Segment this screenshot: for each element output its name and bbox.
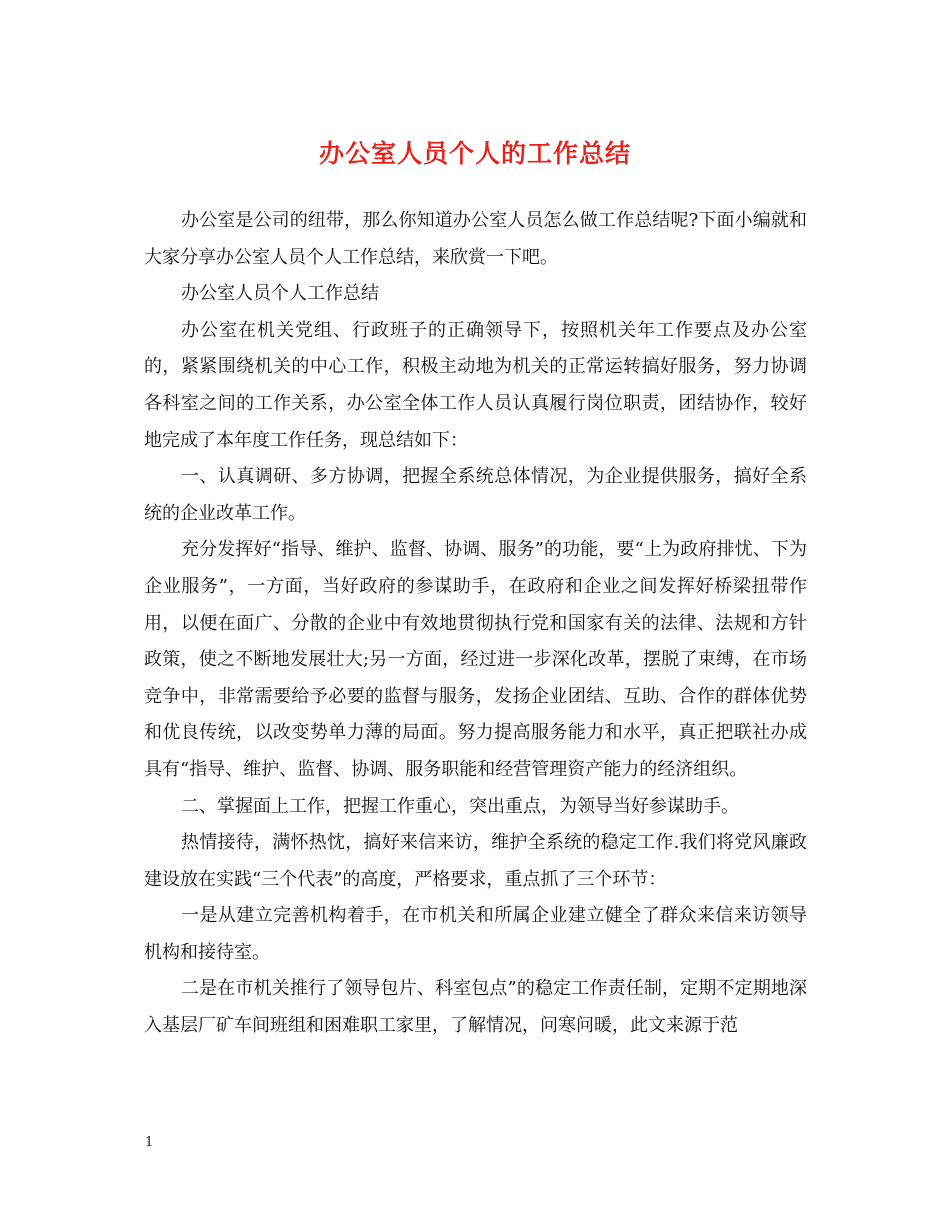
paragraph-intro: 办公室是公司的纽带，那么你知道办公室人员怎么做工作总结呢?下面小编就和大家分享办公室人员个人工作总结，来欣赏一下吧。: [144, 210, 807, 268]
paragraph-section-two-heading: 二、掌握面上工作，把握工作重心，突出重点，为领导当好参谋助手。: [181, 795, 739, 817]
paragraph-section-one-heading: 一、认真调研、多方协调，把握全系统总体情况，为企业提供服务，搞好全系统的企业改革工作。: [144, 466, 807, 524]
paragraph-section-one-body: 充分发挥好“指导、维护、监督、协调、服务”的功能，要“上为政府排忧、下为企业服务”，一方面，当好政府的参谋助手，在政府和企业之间发挥好桥梁扭带作用，以便在面广、分散的企业中有效地贯彻执行党和国家有关的法律、法规和方针政策，使之不断地发展壮大;另一方面，经过进一步深化改革，摆脱了束缚，在市场竞争中，非常需要给予必要的监督与服务，发扬企业团结、互助、合作的群体优势和优良传统，以改变势单力薄的局面。努力提高服务能力和水平，真正把联社办成具有“指导、维护、监督、协调、服务职能和经营管理资产能力的经济组织。: [144, 539, 807, 780]
paragraph-overview: 办公室在机关党组、行政班子的正确领导下，按照机关年工作要点及办公室的，紧紧围绕机关的中心工作，积极主动地为机关的正常运转搞好服务，努力协调各科室之间的工作关系，办公室全体工作人员认真履行岗位职责，团结协作，较好地完成了本年度工作任务，现总结如下：: [144, 319, 807, 451]
paragraph-point-one: 一是从建立完善机构着手，在市机关和所属企业建立健全了群众来信来访领导机构和接待室。: [144, 905, 807, 963]
document-body: [144, 203, 807, 1045]
paragraph-point-two: 二是在市机关推行了领导包片、科室包点”的稳定工作责任制，定期不定期地深入基层厂矿车间班组和困难职工家里，了解情况，问寒问暖，此文来源于范: [144, 978, 807, 1037]
paragraph-subtitle: 办公室人员个人工作总结: [181, 283, 379, 305]
document-title: 办公室人员个人的工作总结: [318, 139, 631, 168]
page-number: 1: [145, 1135, 154, 1150]
paragraph-section-two-body: 热情接待，满怀热忱，搞好来信来访，维护全系统的稳定工作.我们将党风廉政建设放在实践“三个代表”的高度，严格要求，重点抓了三个环节：: [144, 832, 807, 890]
